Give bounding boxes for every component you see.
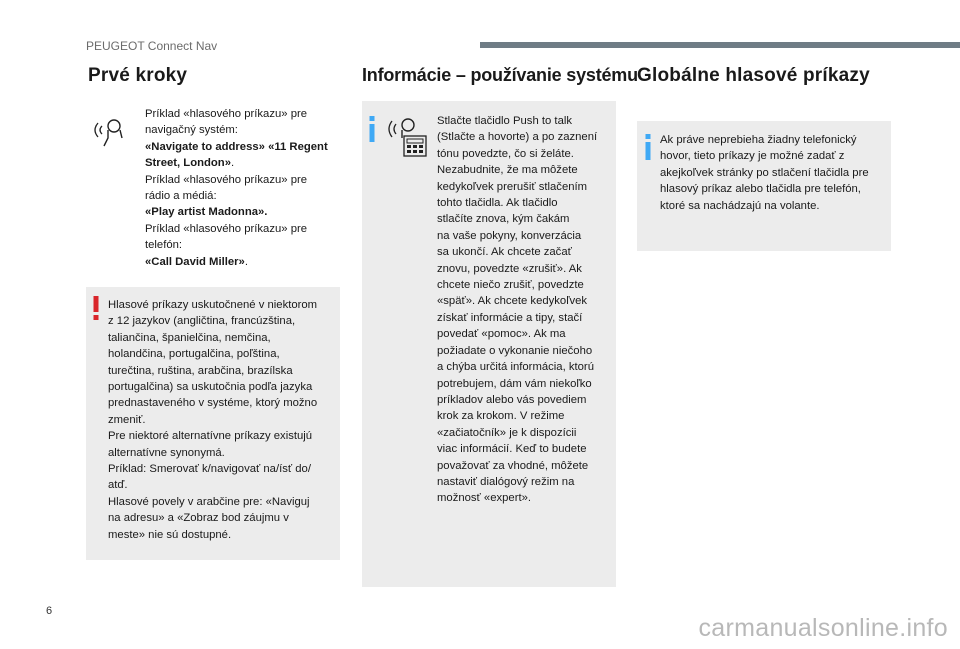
warning-line: Pre niektoré alternatívne príkazy existujú — [108, 430, 313, 443]
system-info-line: viac informácií. Keď to budete — [437, 443, 587, 456]
warning-line: turečtina, ruština, arabčina, brazílska — [108, 364, 293, 377]
warning-text — [108, 297, 317, 543]
warning-line: prednastaveného v systéme, ktorý možno — [108, 397, 318, 410]
intro-line: Street, London». — [145, 157, 235, 170]
warning-line: atď. — [108, 479, 128, 492]
system-info-line: potrebujem, dám vám niekoľko — [437, 377, 592, 390]
system-info-text — [437, 113, 597, 507]
intro-line: Príklad «hlasového príkazu» pre — [145, 222, 308, 235]
intro-line: telefón: — [145, 239, 183, 252]
system-info-line: (Stlačte a hovorte) a po zaznení — [437, 131, 598, 144]
global-info-line: ktoré sa nachádzajú na volante. — [660, 199, 820, 212]
global-info-line: hlasový príkaz alebo tlačidla pre telefón, — [660, 183, 861, 196]
warning-line: taliančina, španielčina, nemčina, — [108, 331, 271, 344]
intro-line: «Navigate to address» «11 Regent — [145, 140, 328, 153]
warning-line: meste» nie sú dostupné. — [108, 528, 232, 541]
system-info-line: «začiatočník» je k dispozícii — [437, 426, 577, 439]
global-info-text — [660, 132, 869, 214]
system-info-line: príkladov alebo vás povediem — [437, 393, 587, 406]
watermark: carmanualsonline.info — [698, 614, 948, 642]
system-info-line: sa ukončí. Ak chcete začať — [437, 246, 572, 259]
system-info-line: nastaviť dialógový režim na — [437, 475, 575, 488]
system-info-line: krok za krokom. V režime — [437, 410, 565, 423]
warning-line: Hlasové príkazy uskutočnené v niektorom — [108, 299, 318, 311]
heading-informacie: Informácie – používanie systému — [362, 65, 638, 85]
info-icon — [643, 134, 653, 160]
intro-text — [145, 106, 328, 270]
intro-line: navigačný systém: — [145, 124, 238, 137]
system-info-line: kedykoľvek prerušiť stlačením — [437, 180, 588, 193]
system-info-line: a chýba určitá informácia, ktorú — [437, 361, 594, 374]
system-info-line: «späť». Ak chcete kedykoľvek — [437, 295, 588, 308]
page-number: 6 — [46, 605, 53, 617]
system-info-line: na vaše pokyny, konverzácia — [437, 229, 582, 242]
warning-line: alternatívne synonymá. — [108, 446, 225, 459]
system-info-line: povedať «pomoc». Ak ma — [437, 328, 566, 341]
global-info-line: akejkoľvek stránky po stlačení tlačidla pre — [660, 166, 869, 179]
heading-globalne: Globálne hlasové príkazy — [637, 65, 870, 86]
warning-icon — [91, 296, 101, 320]
system-info-line: tohto tlačidla. Ak tlačidlo — [437, 197, 558, 210]
intro-line: Príklad «hlasového príkazu» pre — [145, 108, 308, 120]
header-title: PEUGEOT Connect Nav — [86, 39, 218, 53]
warning-line: holandčina, portugalčina, poľština, — [108, 348, 280, 361]
intro-line: «Call David Miller». — [145, 255, 248, 268]
system-info-line: Stlačte tlačidlo Push to talk — [437, 115, 573, 127]
info-icon — [367, 116, 377, 142]
global-info-line: Ak práve neprebieha žiadny telefonický — [660, 134, 857, 146]
system-info-line: znovu, povedzte «zrušiť». Ak — [437, 262, 582, 275]
intro-line: rádio a médiá: — [145, 190, 217, 203]
warning-line: Príklad: Smerovať k/navigovať na/ísť do/ — [108, 463, 311, 476]
warning-line: na adresu» a «Zobraz bod záujmu v — [108, 512, 289, 525]
intro-line: «Play artist Madonna». — [145, 206, 268, 219]
warning-line: z 12 jazykov (angličtina, francúzština, — [108, 315, 296, 328]
system-info-line: získať informácie a tipy, stačí — [437, 311, 583, 324]
push-to-talk-icon — [386, 116, 428, 158]
intro-line: Príklad «hlasového príkazu» pre — [145, 173, 308, 186]
heading-prve-kroky: Prvé kroky — [88, 65, 188, 86]
header-bar — [480, 42, 960, 48]
voice-command-icon — [92, 116, 126, 148]
system-info-line: chcete niečo zrušiť, povedzte — [437, 279, 584, 292]
system-info-line: stlačíte znova, kým čakám — [437, 213, 570, 226]
warning-line: zmeniť. — [108, 413, 146, 426]
system-info-line: považovať za vhodné, môžete — [437, 459, 589, 472]
warning-line: portugalčina) sa uskutočnia podľa jazyka — [108, 381, 313, 394]
warning-line: Hlasové povely v arabčine pre: «Naviguj — [108, 495, 310, 508]
system-info-line: možnosť «expert». — [437, 492, 532, 505]
global-info-line: hovor, tieto príkazy je možné zadať z — [660, 150, 845, 163]
system-info-line: Nezabudnite, že ma môžete — [437, 164, 578, 177]
system-info-line: tónu povedzte, čo si želáte. — [437, 147, 574, 160]
system-info-line: požiadate o vykonanie niečoho — [437, 344, 593, 357]
